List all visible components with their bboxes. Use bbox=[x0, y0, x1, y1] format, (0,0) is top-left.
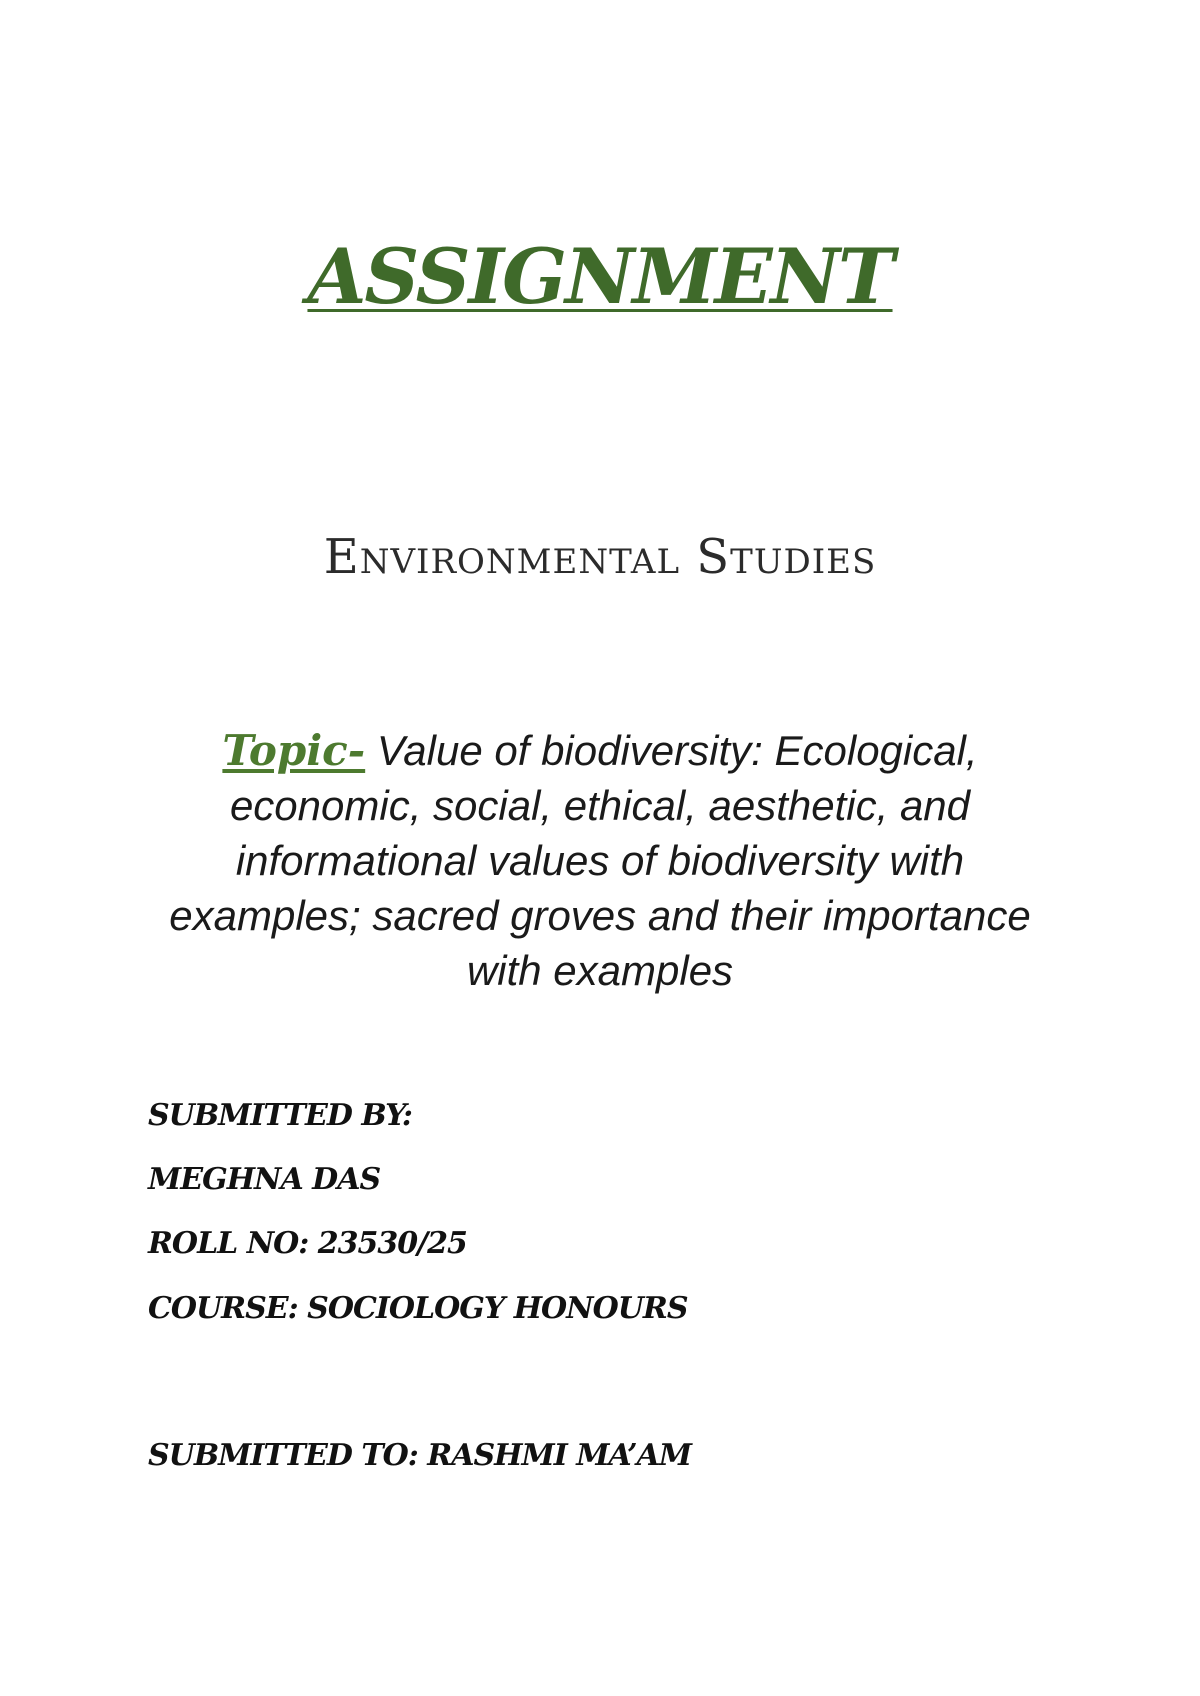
student-name: MEGHNA DAS bbox=[148, 1162, 381, 1197]
topic-paragraph bbox=[150, 723, 1050, 998]
assignment-title: ASSIGNMENT bbox=[307, 232, 893, 321]
roll-number: ROLL NO: 23530/25 bbox=[148, 1226, 467, 1261]
submitted-to-line: SUBMITTED TO: RASHMI MA’AM bbox=[148, 1438, 692, 1473]
topic-text: Value of biodiversity: Ecological, economic, social, ethical, aesthetic, and informational values of biodiversity with examples; sacred groves and their importance with examples bbox=[169, 727, 1031, 994]
submitted-by-heading: SUBMITTED BY: bbox=[148, 1098, 412, 1133]
course-line: COURSE: SOCIOLOGY HONOURS bbox=[148, 1291, 688, 1326]
topic-label: Topic- bbox=[222, 726, 366, 775]
subject-heading: Environmental Studies bbox=[323, 529, 877, 585]
